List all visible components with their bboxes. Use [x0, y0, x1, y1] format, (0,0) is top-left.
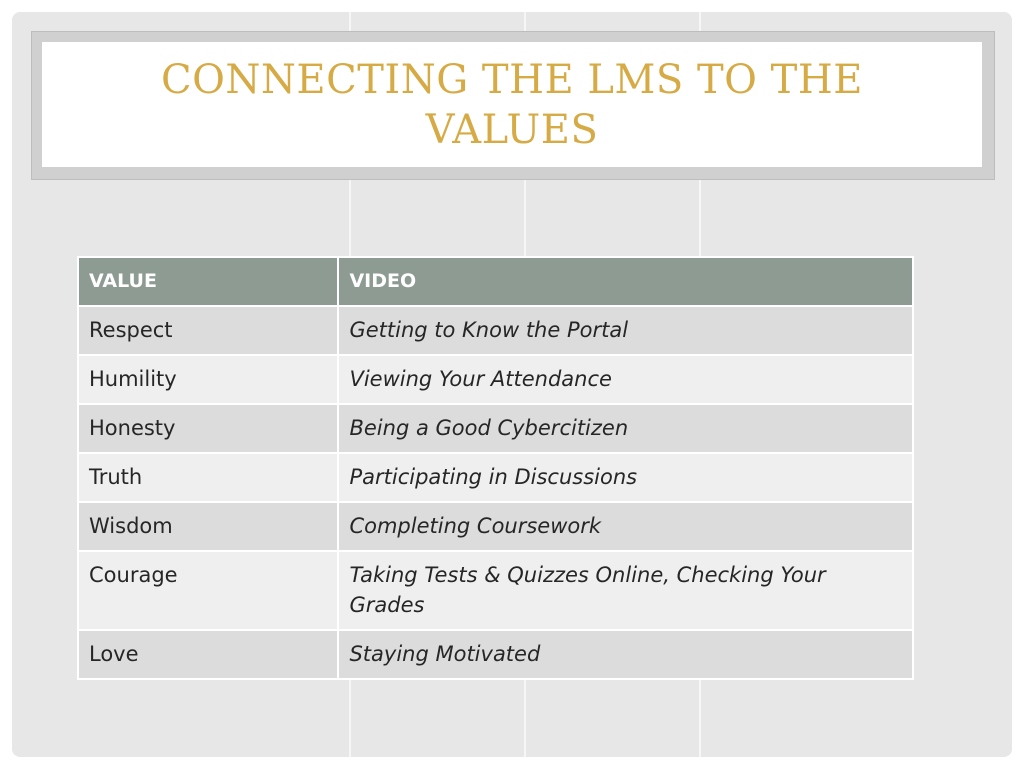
slide-title-line-1: CONNECTING THE LMS TO THE	[161, 56, 863, 103]
value-cell: Humility	[78, 355, 338, 404]
video-cell: Viewing Your Attendance	[338, 355, 913, 404]
header-value: VALUE	[78, 257, 338, 306]
video-cell: Participating in Discussions	[338, 453, 913, 502]
header-video: VIDEO	[338, 257, 913, 306]
table-row	[78, 502, 913, 551]
value-cell: Honesty	[78, 404, 338, 453]
video-cell: Staying Motivated	[338, 630, 913, 679]
table-row	[78, 453, 913, 502]
video-cell: Being a Good Cybercitizen	[338, 404, 913, 453]
slide-title-line-2: VALUES	[425, 106, 599, 153]
table-row	[78, 404, 913, 453]
table-row	[78, 630, 913, 679]
title-frame	[31, 31, 995, 180]
table-row	[78, 355, 913, 404]
title-box	[42, 42, 982, 167]
value-cell: Wisdom	[78, 502, 338, 551]
slide	[12, 12, 1012, 757]
video-cell: Getting to Know the Portal	[338, 306, 913, 355]
video-cell: Completing Coursework	[338, 502, 913, 551]
values-table	[77, 256, 914, 680]
value-cell: Respect	[78, 306, 338, 355]
value-cell: Truth	[78, 453, 338, 502]
table-row	[78, 551, 913, 630]
value-cell: Courage	[78, 551, 338, 630]
video-cell: Taking Tests & Quizzes Online, Checking Your Grades	[338, 551, 913, 630]
table-header-row	[78, 257, 913, 306]
value-cell: Love	[78, 630, 338, 679]
table-row	[78, 306, 913, 355]
